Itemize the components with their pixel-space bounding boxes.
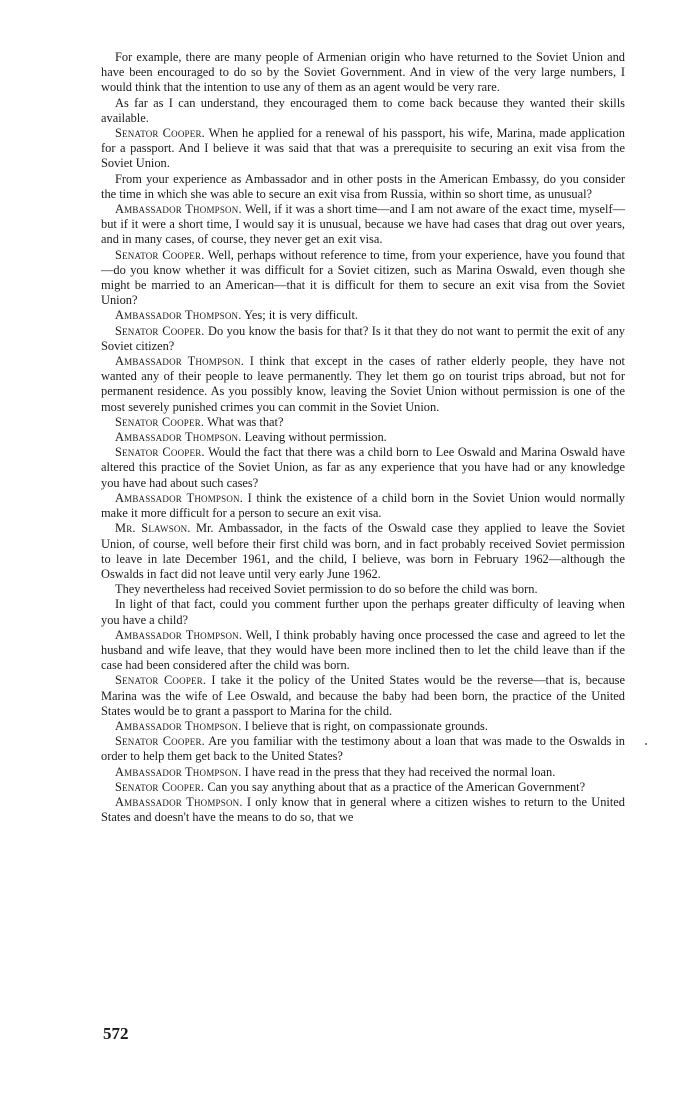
paragraph [101,445,625,491]
paragraph-text: Mr. Ambassador, in the facts of the Oswald case they applied to leave the Soviet Union, of course, well before their first child was born, and in fact probably received Soviet permission to leave in late December 1961, and the child, I believe, was born in February 1962—although the Oswalds in fact did not leave until very early June 1962. [101,521,625,581]
paragraph-text: I take it the policy of the United States would be the reverse—that is, because Marina was the wife of Lee Oswald, and because the baby had been born, the practice of the United States would be to grant a passport to Marina for the child. [101,673,625,718]
speaker-name: Ambassador Thompson. [115,430,242,445]
paragraph-text: I have read in the press that they had received the normal loan. [244,764,556,779]
paragraph [101,126,625,172]
paragraph [101,582,625,597]
scan-speck [645,743,647,745]
paragraph-text: Do you know the basis for that? Is it that they do not want to permit the exit of any Soviet citizen? [101,323,626,353]
speaker-name: Mr. Slawson. [115,521,191,536]
speaker-name: Ambassador Thompson. [115,764,242,779]
paragraph-text: For example, there are many people of Armenian origin who have returned to the Soviet Union and have been encouraged to do so by the Soviet Government. And in view of the very large numbers, I would think that the intention to use any of them as an agent would be very rare. [101,50,625,95]
paragraph-text: I only know that in general where a citizen wishes to return to the United States and doesn't have the means to do so, that we [101,794,625,825]
paragraph [101,308,625,323]
speaker-name: Senator Cooper. [115,323,205,338]
paragraph-text: Are you familiar with the testimony about a loan that was made to the Oswalds in order to help them get back to the United States? [101,734,625,764]
speaker-name: Senator Cooper. [115,445,205,460]
paragraph [101,430,625,445]
paragraph [101,202,625,248]
paragraph-text: From your experience as Ambassador and in other posts in the American Embassy, do you consider the time in which she was able to secure an exit visa from Russia, within so short time, as unusual? [101,171,625,201]
paragraph-text: Yes; it is very difficult. [244,308,358,323]
speaker-name: Senator Cooper. [115,734,205,749]
paragraph [101,354,625,415]
speaker-name: Ambassador Thompson. [115,308,242,323]
paragraph-text: Can you say anything about that as a practice of the American Government? [207,779,586,794]
paragraph-text: They nevertheless had received Soviet permission to do so before the child was born. [115,582,538,597]
paragraph [101,491,625,521]
speaker-name: Senator Cooper. [115,673,207,688]
paragraph-text: Well, if it was a short time—and I am not aware of the exact time, myself—but if it were a short time, I would say it is unusual, because we have had cases that drag out over years, and in many cases, of course, they never get an exit visa. [101,202,625,247]
paragraph [101,96,625,126]
paragraph-text: Well, I think probably having once processed the case and agreed to let the husband and wife leave, that they would have been more inclined then to let the child leave than if the case had been considered after the child was born. [101,627,625,673]
document-page [101,50,625,825]
paragraph [101,795,625,825]
speaker-name: Ambassador Thompson. [115,202,242,217]
paragraph [101,673,625,719]
paragraph-text: I believe that is right, on compassionate grounds. [244,718,488,733]
paragraph [101,780,625,795]
speaker-name: Senator Cooper. [115,247,205,262]
speaker-name: Senator Cooper. [115,126,205,141]
paragraph [101,324,625,354]
speaker-name: Ambassador Thompson. [115,794,243,809]
paragraph-text: Well, perhaps without reference to time, from your experience, have you found that—do you know whether it was difficult for a Soviet citizen, such as Marina Oswald, even though she might be married to an American—that it is difficult for them to secure an exit visa from the Soviet Union? [101,247,626,308]
speaker-name: Ambassador Thompson. [115,490,244,505]
paragraph [101,719,625,734]
paragraph [101,628,625,674]
paragraph [101,415,625,430]
speaker-name: Ambassador Thompson. [115,627,243,642]
speaker-name: Ambassador Thompson. [115,354,245,369]
paragraph-text: When he applied for a renewal of his passport, his wife, Marina, made application for a passport. And I believe it was said that that was a prerequisite to securing an exit visa from the Soviet Union. [101,126,625,171]
paragraph [101,172,625,202]
paragraph-text: Would the fact that there was a child born to Lee Oswald and Marina Oswald have altered this practice of the Soviet Union, as far as any experience that you have had or any knowledge you have had about such cases? [101,445,626,490]
paragraph-text: I think that except in the cases of rather elderly people, they have not wanted any of their people to leave permanently. They let them go on tourist trips abroad, but not for permanent residence. As you possibly know, leaving the Soviet Union without permission is one of the most severely punished crimes you can commit in the Soviet Union. [101,354,625,414]
speaker-name: Ambassador Thompson. [115,718,242,733]
speaker-name: Senator Cooper. [115,414,205,429]
paragraph [101,734,625,764]
paragraph-text: What was that? [207,414,284,429]
paragraph [101,521,625,582]
paragraph-text: I think the existence of a child born in the Soviet Union would normally make it more difficult for a person to secure an exit visa. [101,490,625,521]
page-number: 572 [103,1024,129,1043]
paragraph-text: Leaving without permission. [244,430,387,445]
paragraph [101,765,625,780]
speaker-name: Senator Cooper. [115,779,205,794]
paragraph-text: As far as I can understand, they encouraged them to come back because they wanted their skills available. [101,95,625,125]
paragraph [101,597,625,627]
paragraph-text: In light of that fact, could you comment further upon the perhaps greater difficulty of leaving when you have a child? [101,597,625,627]
paragraph [101,50,625,96]
paragraph [101,248,625,309]
